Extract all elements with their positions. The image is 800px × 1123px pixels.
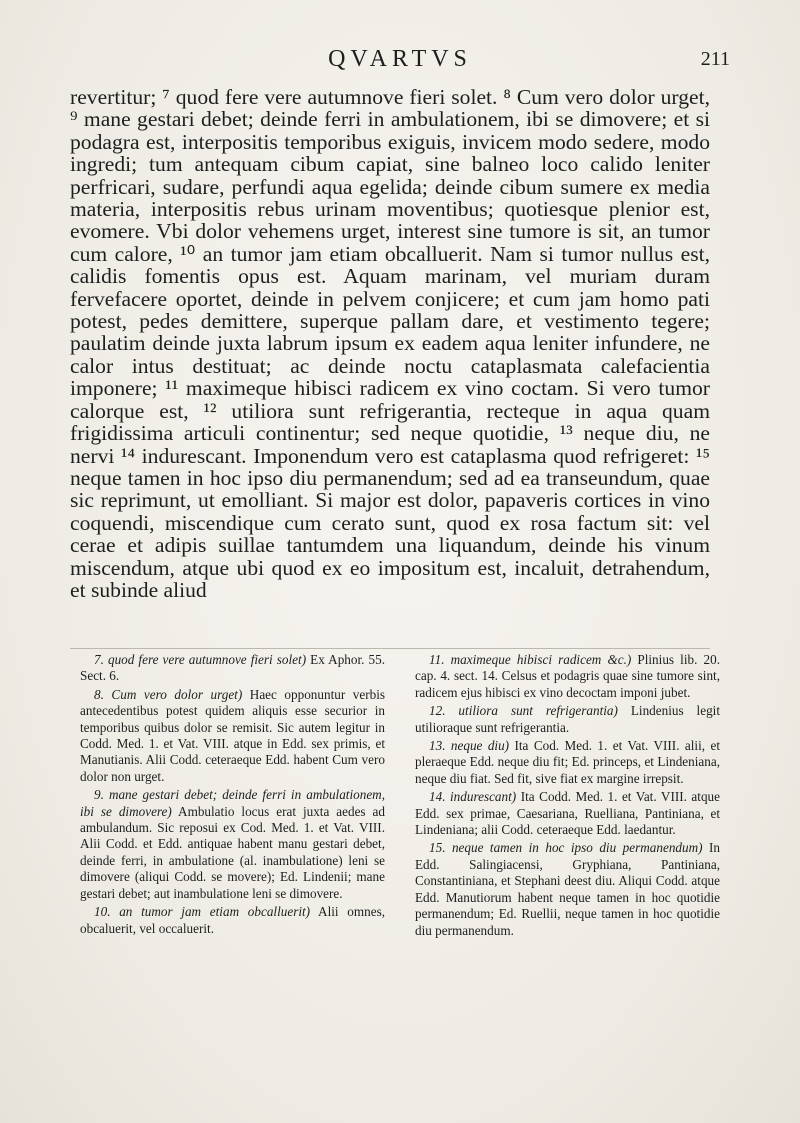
running-head: QVARTVS bbox=[328, 46, 472, 72]
footnote-label: 14. indurescant) bbox=[429, 789, 517, 805]
main-paragraph: revertitur; ⁷ quod fere vere autumnove fieri solet. ⁸ Cum vero dolor urget, ⁹ mane gestari debet; deinde ferri in ambulationem, ibi se dimovere; et si podagra est, interpositis temporibus exiguis, invicem modo sedere, modo ingredi; tum antequam cibum capiat, sine balneo loco calido leniter perfricari, sudare, perfundi aqua egelida; deinde cibum sumere ex media materia, interpositis rebus urinam moventibus; quotiesque plenior est, evomere. Vbi dolor vehemens urget, interest sine tumore is sit, an tumor cum calore, ¹⁰ an tumor jam etiam obcalluerit. Nam si tumor nullus est, calidis fomentis opus est. Aquam marinam, vel muriam duram fervefacere oportet, deinde in pelvem conjicere; et cum jam homo pati potest, pedes demittere, superque pallam dare, et vestimento tegere; paulatim deinde juxta labrum ipsum ex eadem aqua leniter infundere, ne calor intus destituat; ac deinde noctu cataplasmata calefacientia imponere; ¹¹ maximeque hibisci radicem ex vino coctam. Si vero tumor calorque est, ¹² utiliora sunt refrigerantia, recteque in aqua quam frigidissima articuli continentur; sed neque quotidie, ¹³ neque diu, ne nervi ¹⁴ indurescant. Imponendum vero est cataplasma quod refrigeret: ¹⁵ neque tamen in hoc ipso diu permanendum; sed ad ea transeundum, quae sic reprimunt, ut emolliant. Si major est dolor, papaveris cortices in vino coquendi, miscendique cum cerato sunt, quod ex rosa factum sit: vel cerae et adipis suillae tantumdem una liquandum, deinde his vinum miscendum, atque ubi quod ex eo impositum est, incaluit, detrahendum, et subinde aliud bbox=[70, 85, 710, 602]
footnote-10 bbox=[80, 904, 385, 937]
footnote-text: Ex Aphor. 55. Sect. 6. bbox=[80, 652, 385, 684]
footnote-7 bbox=[80, 652, 385, 685]
notes-right-column bbox=[415, 652, 720, 941]
footnote-text: Alii omnes, obcaluerit, vel occaluerit. bbox=[80, 904, 385, 936]
footnote-15 bbox=[415, 840, 720, 938]
footnote-label: 7. quod fere vere autumnove fieri solet) bbox=[94, 652, 307, 667]
footnote-label: 12. utiliora sunt refrigerantia) bbox=[429, 703, 618, 719]
footnote-11 bbox=[415, 652, 720, 701]
notes-divider bbox=[70, 648, 710, 649]
footnote-text: In Edd. Salingiacensi, Gryphiana, Pantiniana, Constantiniana, et Stephani deest diu. Aliqui Codd. atque Edd. Manutiorum habent neque tamen in hoc quotidie permanendum; Ed. Ruellii, neque tamen in hoc quotidie diu permanendum. bbox=[415, 840, 720, 938]
page-number: 211 bbox=[700, 48, 730, 70]
footnote-label: 13. neque diu) bbox=[429, 738, 510, 754]
footnote-text: Haec opponuntur verbis antecedentibus potest quidem aliquis esse securior in temporibus quibus dolor se remisit. Sic autem legitur in Codd. Med. 1. et Vat. VIII. atque in Edd. sex primis, et Manutianis. Alii Codd. ceteraeque Edd. habent Cum vero dolor non urget. bbox=[80, 686, 386, 784]
footnote-13 bbox=[415, 738, 720, 787]
footnote-text: Plinius lib. 20. cap. 4. sect. 14. Celsus et podagris quae sine tumore sint, radicem ejus hibisci ex vino decoctam imponi jubet. bbox=[415, 652, 721, 700]
footnote-8 bbox=[80, 687, 385, 785]
footnote-label: 8. Cum vero dolor urget) bbox=[94, 686, 243, 702]
page-header bbox=[70, 42, 730, 78]
footnote-text: Ambulatio locus erat juxta aedes ad ambulandum. Sic reposui ex Cod. Med. 1. et Vat. VIII. Alii Codd. et Edd. antiquae habent manu gestari debet, deinde ferri, in ambulatione (al. inambulatione) leni se dimovere (aliqui Codd. se movere); Ed. Lindenii; mane gestari debet; aut inambulatione leni se dimovere. bbox=[80, 803, 385, 901]
footnote-text: Ita Cod. Med. 1. et Vat. VIII. alii, et pleraeque Edd. neque diu fit; Ed. princeps, et Lindeniana, neque diu fiat. Sed fit, sive fiat ex margine irrepsit. bbox=[415, 738, 720, 786]
footnotes bbox=[80, 652, 720, 941]
notes-left-column bbox=[80, 652, 385, 941]
footnote-14 bbox=[415, 789, 720, 838]
footnote-text: Lindenius legit utilioraque sunt refrigerantia. bbox=[415, 703, 720, 735]
footnote-9 bbox=[80, 787, 385, 902]
footnote-label: 11. maximeque hibisci radicem &c.) bbox=[429, 652, 632, 667]
footnote-text: Ita Codd. Med. 1. et Vat. VIII. atque Edd. sex primae, Caesariana, Ruelliana, Pantiniana, et Lindeniana; alii Codd. ceteraeque Edd. laedantur. bbox=[415, 789, 720, 838]
main-text-block bbox=[70, 86, 710, 601]
footnote-12 bbox=[415, 703, 720, 736]
footnote-label: 15. neque tamen in hoc ipso diu permanendum) bbox=[429, 840, 703, 856]
footnote-label: 10. an tumor jam etiam obcalluerit) bbox=[94, 904, 311, 920]
footnote-label: 9. mane gestari debet; deinde ferri in ambulationem, ibi se dimovere) bbox=[80, 787, 385, 819]
